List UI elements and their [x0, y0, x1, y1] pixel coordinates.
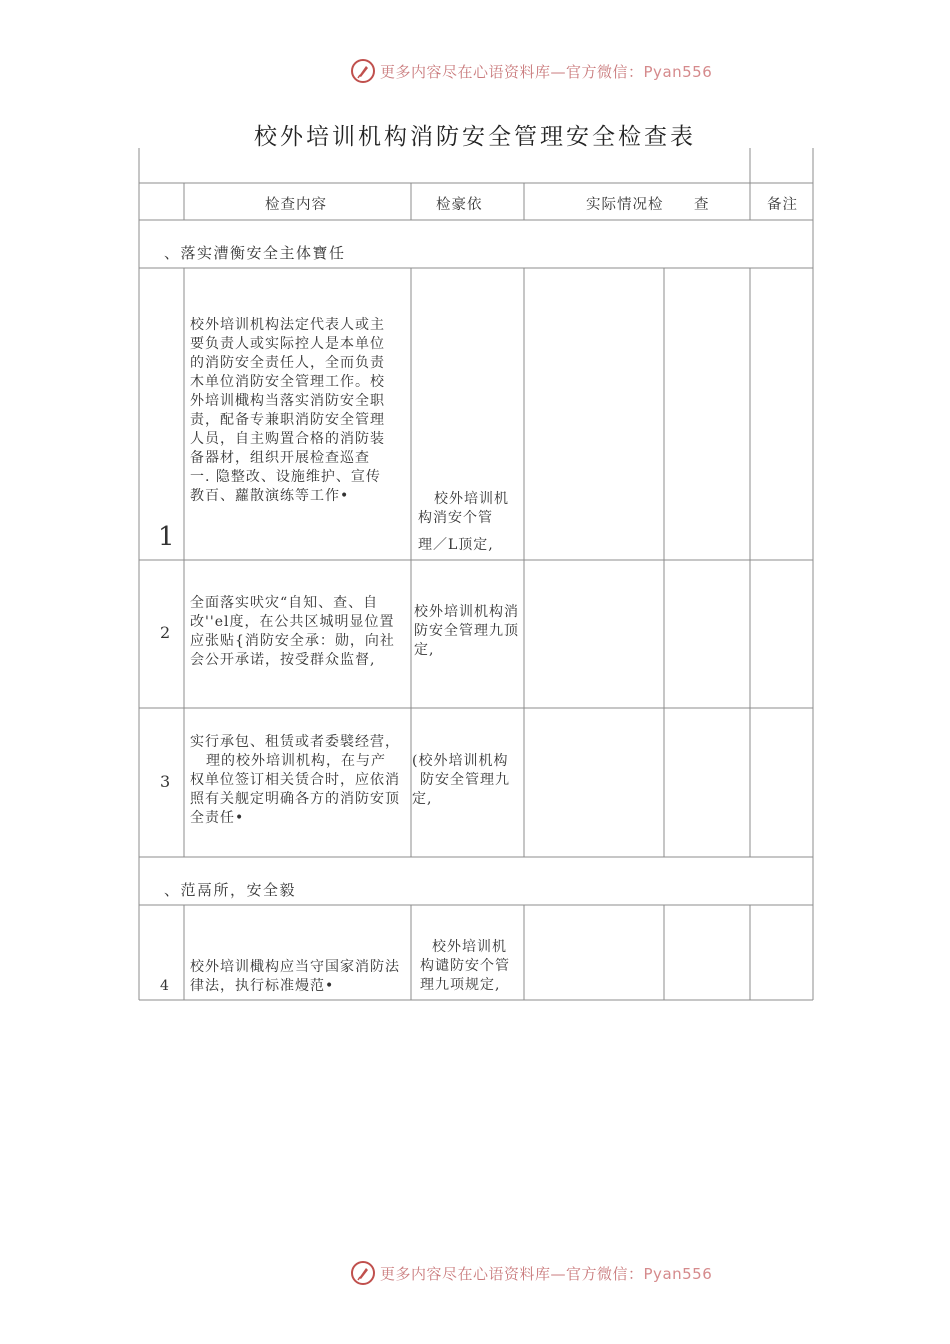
- watermark-bottom: [350, 1258, 712, 1288]
- row-number-1: 1: [158, 522, 175, 552]
- page-title: 校外培训机构消防安全管理安全检查表: [254, 124, 696, 150]
- header-actual: 实际情况检: [586, 197, 664, 213]
- header-remarks: 备注: [767, 197, 798, 213]
- watermark-text: 更多内容尽在心语资料库—官方微信：Pyan556: [380, 1264, 713, 1283]
- row-number-3: 3: [160, 772, 171, 791]
- watermark-text: 更多内容尽在心语资料库—官方微信：Pyan556: [380, 62, 713, 81]
- row-3-basis: (校外培训机构 防安全管理九 定,: [412, 753, 510, 807]
- row-2-content: 全面落实吠灾“自知、查、自 改''el度，在公共区城明显位置 应张贴{消防安全承：勋，向社 会公开承诺，按受群众监督,: [190, 595, 395, 668]
- section-heading-1: 、落实漕衡安全主体寶任: [164, 244, 346, 262]
- header-check: 查: [694, 197, 710, 213]
- row-1-content: 校外培训机构法定代表人或主 要负责人或实际控人是本单位 的消防安全责任人，全而负责 木单位消防安全管理工作。校 外培训檝构当落实消防安全职 责，配备专兼职消防安全管理 人员，自主购置合格的消防装 备器材，组织开展检查巡查 一. 隐整改、设施维护、宣传 教百、蘿散演练等工作•: [190, 317, 385, 504]
- section-heading-2: 、范鬲所，安全毅: [164, 881, 297, 899]
- row-3-content: 实行承包、租赁或者委襞经营， 理的校外培训机构，在与产 权单位签订相关赁合时，应依消 照有关舰定明确各方的消防安顶 全责任•: [190, 734, 400, 826]
- pen-logo-icon: [350, 1260, 376, 1286]
- row-number-4: 4: [160, 978, 169, 994]
- row-4-basis: 校外培训机 构谴防安个管 理九项规定,: [420, 939, 510, 993]
- row-2-basis: 校外培训机构消 防安全管理九顶 定,: [414, 604, 519, 658]
- row-number-2: 2: [160, 623, 171, 642]
- header-basis: 检豪依: [436, 197, 483, 213]
- row-1-basis: 校外培训机 构消安个管 理／L顶定,: [418, 491, 509, 553]
- watermark-id: Pyan556: [643, 62, 713, 81]
- header-content: 检查内容: [265, 197, 327, 213]
- watermark-id: Pyan556: [643, 1264, 713, 1283]
- row-4-content: 校外培训檝构应当守国家消防法 律法，执行标准熳范•: [190, 959, 400, 994]
